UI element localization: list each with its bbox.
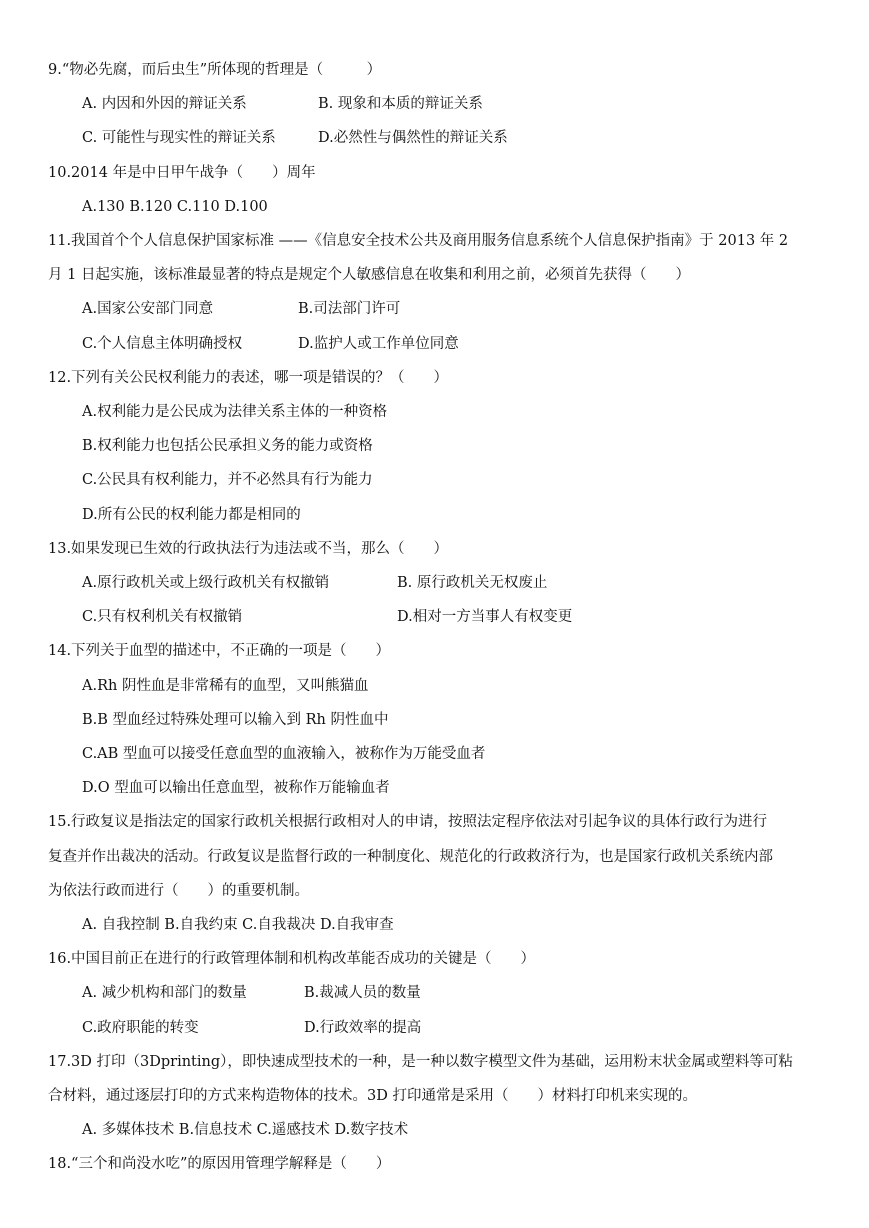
answer-option: B.B 型血经过特殊处理可以输入到 Rh 阴性血中: [82, 711, 389, 728]
answer-option: A. 减少机构和部门的数量: [82, 985, 247, 1002]
answer-option: D.O 型血可以输出任意血型，被称作万能输血者: [82, 780, 390, 797]
answer-option: A. 多媒体技术 B.信息技术 C.遥感技术 D.数字技术: [82, 1122, 409, 1139]
question-stem-continuation: 为依法行政而进行（ ）的重要机制。: [48, 882, 309, 899]
question-stem: 17.3D 打印（3Dprinting），即快速成型技术的一种，是一种以数字模型文件为基础，运用粉末状金属或塑料等可粘: [48, 1053, 793, 1070]
answer-option: B. 现象和本质的辩证关系: [318, 96, 483, 113]
answer-option: B. 原行政机关无权废止: [397, 575, 548, 591]
answer-option: D.行政效率的提高: [304, 1019, 422, 1036]
question-stem: 15.行政复议是指法定的国家行政机关根据行政相对人的申请，按照法定程序依法对引起争议的具体行政行为进行: [48, 814, 768, 831]
question-stem-continuation: 合材料，通过逐层打印的方式来构造物体的技术。3D 打印通常是采用（ ）材料打印机来实现的。: [48, 1088, 697, 1104]
question-stem: 14.下列关于血型的描述中，不正确的一项是（ ）: [48, 643, 391, 660]
question-stem: 12.下列有关公民权利能力的表述，哪一项是错误的？（ ）: [48, 369, 449, 386]
question-stem: 16.中国目前正在进行的行政管理体制和机构改革能否成功的关键是（ ）: [48, 951, 536, 968]
answer-option: A.Rh 阴性血是非常稀有的血型，又叫熊猫血: [82, 677, 369, 694]
question-stem-continuation: 复查并作出裁决的活动。行政复议是监督行政的一种制度化、规范化的行政救济行为，也是国家行政机关系统内部: [48, 848, 773, 865]
answer-option: B.裁减人员的数量: [304, 985, 421, 1002]
answer-option: C.公民具有权利能力，并不必然具有行为能力: [82, 472, 373, 489]
answer-option: A.权利能力是公民成为法律关系主体的一种资格: [82, 404, 388, 420]
answer-option: C.个人信息主体明确授权: [82, 335, 243, 352]
answer-option: A.国家公安部门同意: [82, 301, 214, 318]
answer-option: A. 内因和外因的辩证关系: [82, 96, 247, 113]
answer-option: C. 可能性与现实性的辩证关系: [82, 130, 276, 147]
question-stem: 11.我国首个个人信息保护国家标准 ——《信息安全技术公共及商用服务信息系统个人信息保护指南》于 2013 年 2: [48, 233, 789, 249]
question-stem: 10.2014 年是中日甲午战争（ ）周年: [48, 164, 316, 181]
answer-option: C.政府职能的转变: [82, 1019, 199, 1036]
answer-option: C.AB 型血可以接受任意血型的血液输入，被称作为万能受血者: [82, 746, 486, 762]
question-stem: 13.如果发现已生效的行政执法行为违法或不当，那么（ ）: [48, 540, 449, 557]
answer-option: A.原行政机关或上级行政机关有权撤销: [82, 575, 330, 591]
answer-option: D.必然性与偶然性的辩证关系: [318, 130, 508, 147]
answer-option: B.司法部门许可: [298, 301, 401, 318]
answer-option: B.权利能力也包括公民承担义务的能力或资格: [82, 438, 373, 455]
question-stem: 9.“物必先腐，而后虫生”所体现的哲理是（ ）: [48, 62, 382, 78]
question-stem: 18.“三个和尚没水吃”的原因用管理学解释是（ ）: [48, 1156, 391, 1173]
question-stem-continuation: 月 1 日起实施，该标准最显著的特点是规定个人敏感信息在收集和利用之前，必须首先获得（ ）: [48, 267, 690, 284]
answer-option: A.130 B.120 C.110 D.100: [82, 198, 268, 215]
answer-option: D.监护人或工作单位同意: [298, 335, 459, 352]
answer-option: D.相对一方当事人有权变更: [397, 609, 573, 626]
answer-option: D.所有公民的权利能力都是相同的: [82, 506, 301, 523]
answer-option: C.只有权利机关有权撤销: [82, 609, 243, 626]
answer-option: A. 自我控制 B.自我约束 C.自我裁决 D.自我审查: [82, 917, 394, 933]
